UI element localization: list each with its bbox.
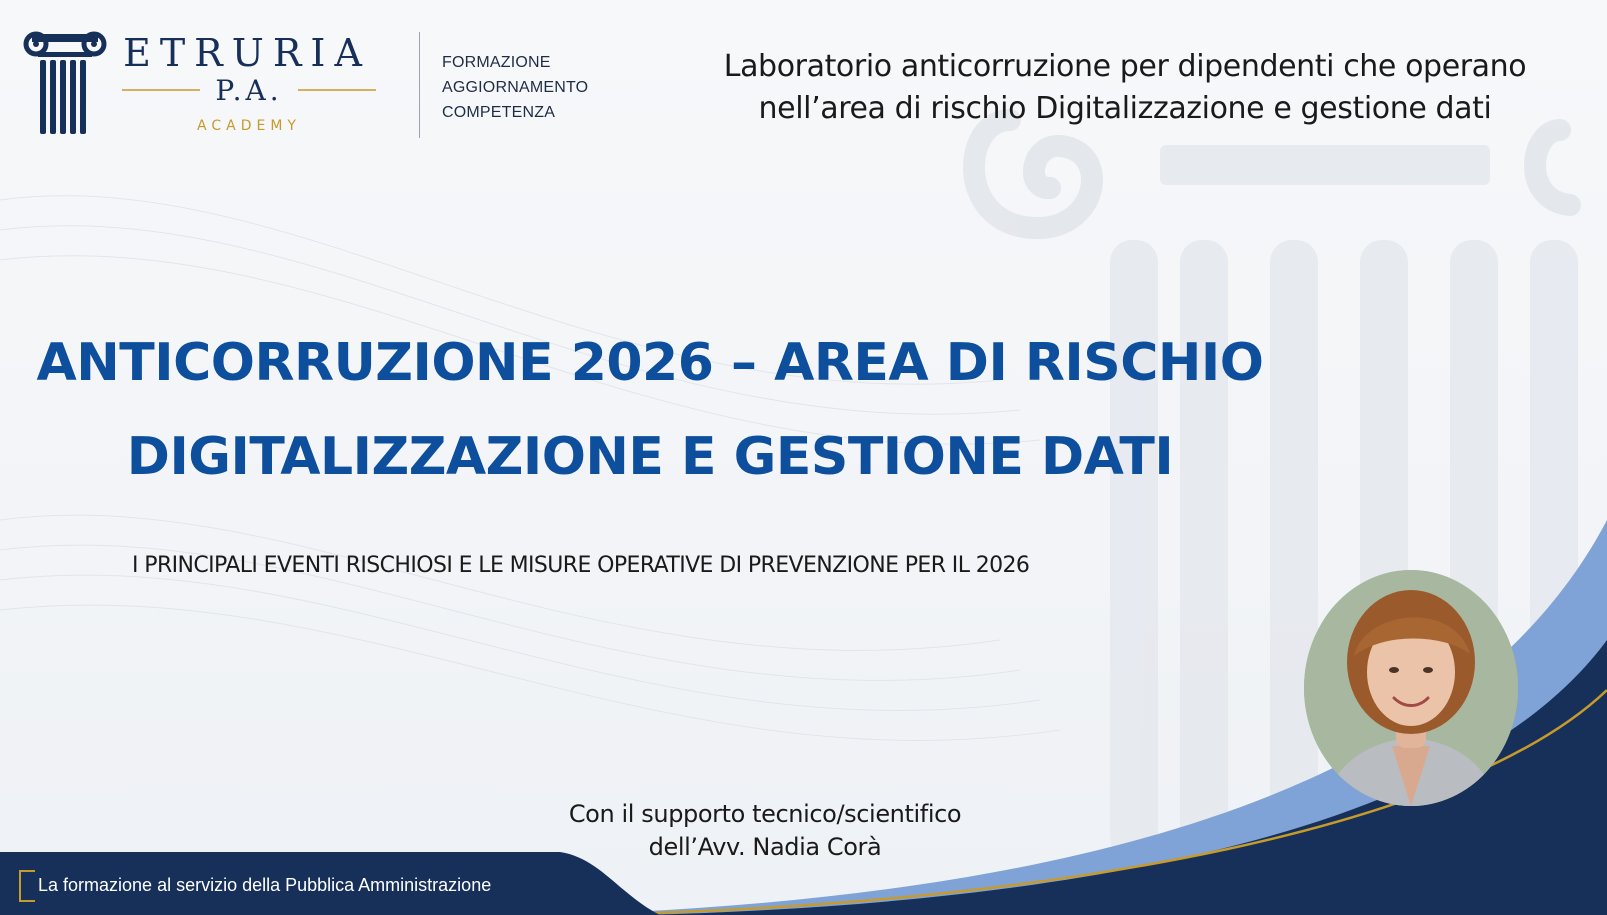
footer-text: La formazione al servizio della Pubblica Amministrazione bbox=[38, 875, 492, 895]
support-credit bbox=[510, 798, 1020, 864]
logo-academy: ACADEMY bbox=[197, 118, 301, 134]
etruria-logo bbox=[22, 28, 402, 140]
logo-divider bbox=[419, 32, 420, 138]
subtitle: I PRINCIPALI EVENTI RISCHIOSI E LE MISURE OPERATIVE DI PREVENZIONE PER IL 2026 bbox=[132, 553, 1030, 578]
main-title bbox=[30, 316, 1270, 504]
column-icon bbox=[26, 34, 104, 134]
speaker-portrait bbox=[1304, 570, 1518, 806]
portrait-illustration bbox=[1304, 570, 1518, 806]
tagline bbox=[442, 50, 588, 125]
main-title-line-2: DIGITALIZZAZIONE E GESTIONE DATI bbox=[126, 427, 1174, 487]
support-line-2: dell’Avv. Nadia Corà bbox=[648, 833, 882, 861]
tagline-line-1: FORMAZIONE bbox=[442, 54, 551, 71]
support-line-1: Con il supporto tecnico/scientifico bbox=[568, 800, 962, 828]
course-title-line-1: Laboratorio anticorruzione per dipendenti che operano bbox=[723, 49, 1527, 84]
logo-name: ETRURIA bbox=[123, 31, 371, 75]
course-title-line-2: nell’area di rischio Digitalizzazione e gestione dati bbox=[758, 91, 1492, 126]
tagline-line-3: COMPETENZA bbox=[442, 104, 556, 121]
logo-sub: P.A. bbox=[215, 74, 283, 107]
main-title-line-1: ANTICORRUZIONE 2026 – AREA DI RISCHIO bbox=[36, 333, 1264, 393]
footer-bracket-decoration bbox=[19, 870, 35, 902]
course-title bbox=[685, 46, 1565, 130]
tagline-line-2: AGGIORNAMENTO bbox=[442, 79, 589, 96]
